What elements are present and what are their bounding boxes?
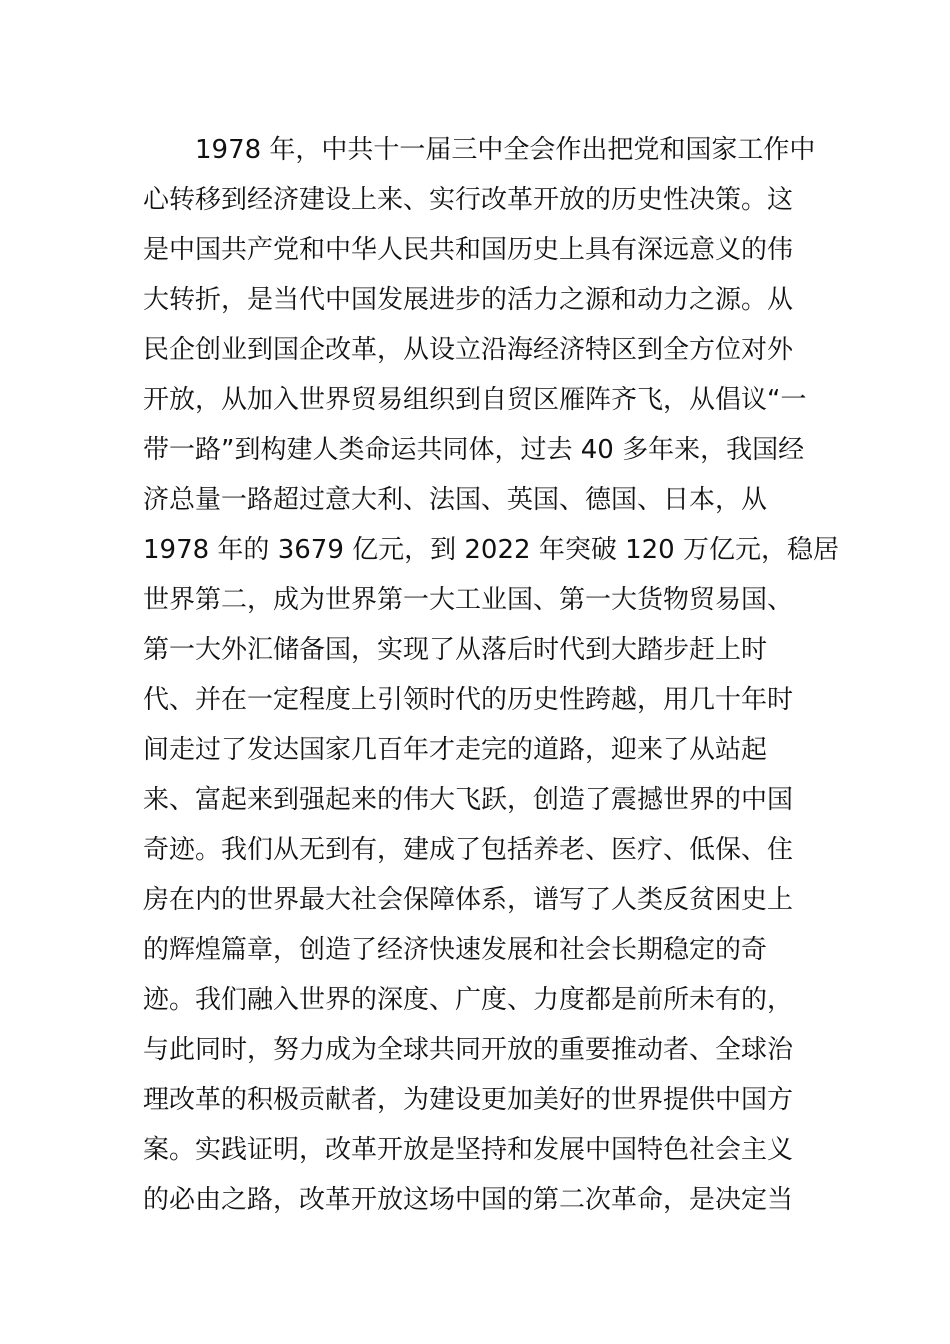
text-line: 的辉煌篇章，创造了经济快速发展和社会长期稳定的奇	[143, 935, 768, 965]
text-line: 1978 年，中共十一届三中全会作出把党和国家工作中	[195, 135, 816, 165]
text-line: 带一路”到构建人类命运共同体，过去 40 多年来，我国经	[143, 435, 805, 465]
text-line: 第一大外汇储备国，实现了从落后时代到大踏步赶上时	[143, 635, 768, 665]
text-line: 济总量一路超过意大利、法国、英国、德国、日本，从	[143, 485, 768, 515]
text-line: 大转折，是当代中国发展进步的活力之源和动力之源。从	[143, 285, 794, 315]
text-line: 世界第二，成为世界第一大工业国、第一大货物贸易国、	[143, 585, 794, 615]
text-line: 来、富起来到强起来的伟大飞跃，创造了震撼世界的中国	[143, 785, 794, 815]
text-line: 间走过了发达国家几百年才走完的道路，迎来了从站起	[143, 735, 768, 765]
text-line: 的必由之路，改革开放这场中国的第二次革命，是决定当	[143, 1185, 794, 1215]
text-line: 开放，从加入世界贸易组织到自贸区雁阵齐飞，从倡议“一	[143, 385, 807, 415]
text-line: 1978 年的 3679 亿元，到 2022 年突破 120 万亿元，稳居	[143, 535, 839, 565]
text-line: 迹。我们融入世界的深度、广度、力度都是前所未有的，	[143, 985, 794, 1015]
text-line: 心转移到经济建设上来、实行改革开放的历史性决策。这	[143, 185, 794, 215]
text-line: 是中国共产党和中华人民共和国历史上具有深远意义的伟	[143, 235, 794, 265]
text-line: 代、并在一定程度上引领时代的历史性跨越，用几十年时	[143, 685, 794, 715]
text-line: 房在内的世界最大社会保障体系，谱写了人类反贫困史上	[143, 885, 794, 915]
text-line: 案。实践证明，改革开放是坚持和发展中国特色社会主义	[143, 1135, 794, 1165]
text-line: 奇迹。我们从无到有，建成了包括养老、医疗、低保、住	[143, 835, 794, 865]
body-paragraph	[143, 125, 839, 1225]
text-line: 理改革的积极贡献者，为建设更加美好的世界提供中国方	[143, 1085, 794, 1115]
text-line: 与此同时，努力成为全球共同开放的重要推动者、全球治	[143, 1035, 794, 1065]
text-line: 民企创业到国企改革，从设立沿海经济特区到全方位对外	[143, 335, 794, 365]
